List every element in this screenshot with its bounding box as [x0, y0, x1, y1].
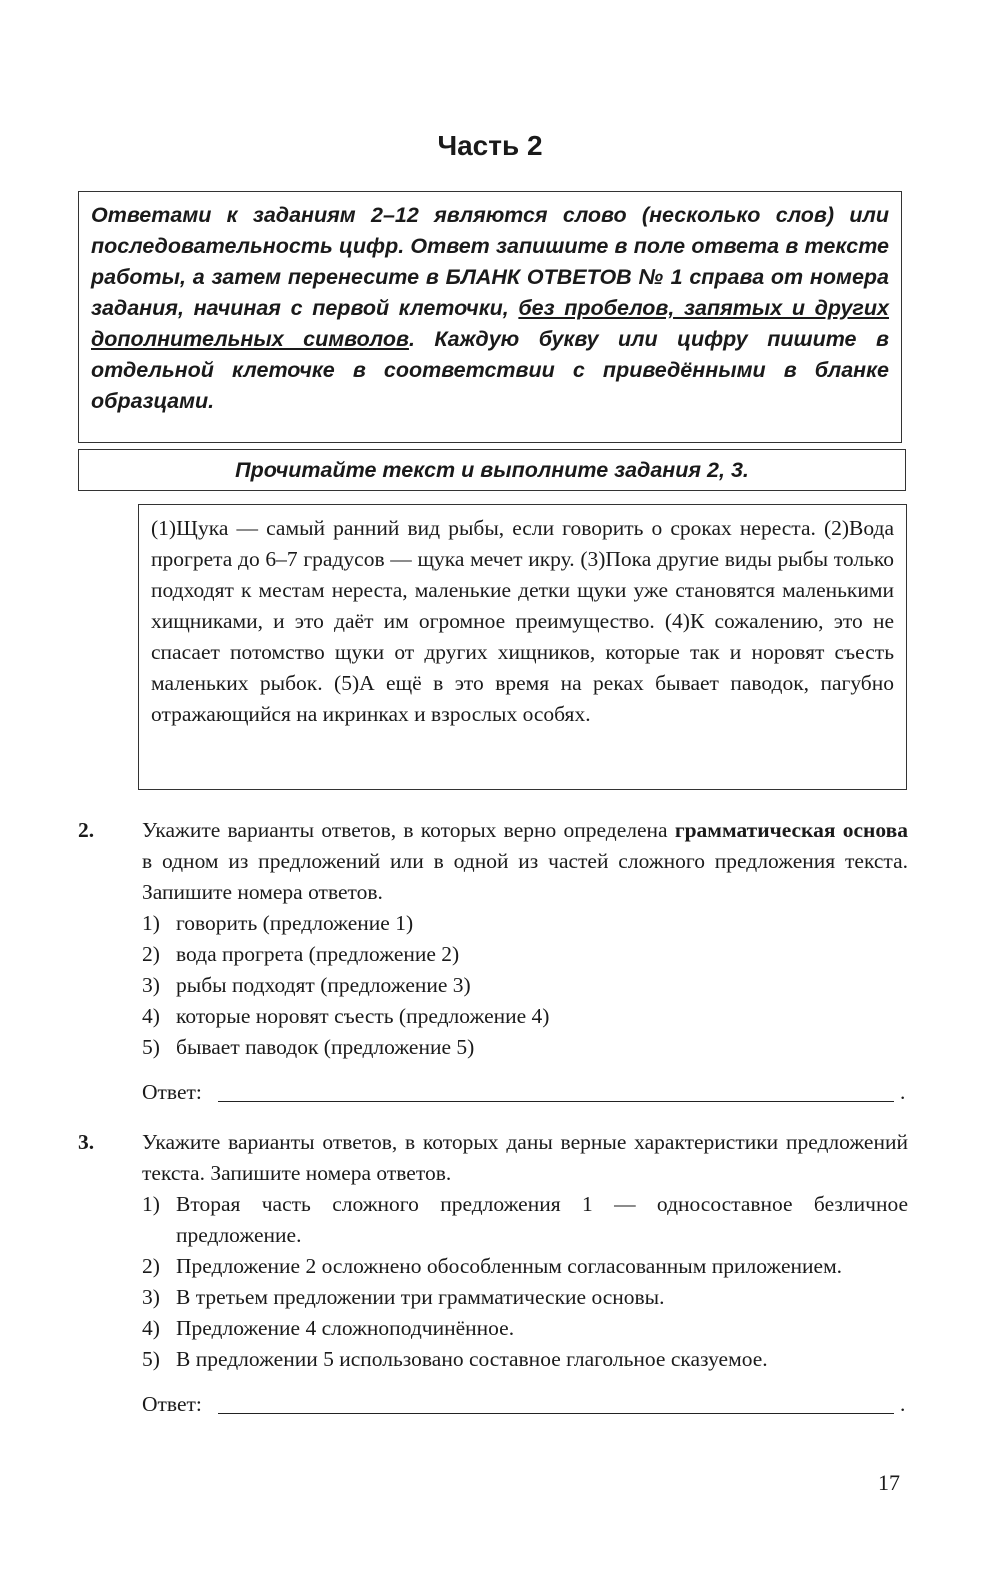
stem-bold: грамматическая основа: [674, 818, 909, 842]
option-number: 1): [142, 1192, 160, 1216]
instructions-underlined: без пробелов, запятых и других дополнительных символов: [91, 296, 889, 351]
option-number: 3): [142, 973, 160, 997]
option-item: [142, 908, 908, 939]
option-text: Предложение 2 осложнено обособленным согласованным приложением.: [176, 1254, 843, 1278]
option-text: Предложение 4 сложноподчинённое.: [176, 1316, 515, 1340]
option-text: которые норовят съесть (предложение 4): [176, 1004, 550, 1028]
option-item: [142, 970, 908, 1001]
option-item: [142, 1282, 908, 1313]
instructions-box: [78, 191, 902, 443]
read-prompt: Прочитайте текст и выполните задания 2, 3.: [78, 449, 906, 491]
answer-field: [142, 1077, 908, 1108]
option-text: В третьем предложении три грамматические основы.: [176, 1285, 665, 1309]
page-number: 17: [878, 1470, 900, 1495]
option-number: 2): [142, 942, 160, 966]
option-text: бывает паводок (предложение 5): [176, 1035, 475, 1059]
option-text: рыбы подходят (предложение 3): [176, 973, 471, 997]
answer-line[interactable]: [218, 1101, 894, 1102]
option-number: 4): [142, 1004, 160, 1028]
option-text: говорить (предложение 1): [176, 911, 414, 935]
option-number: 3): [142, 1285, 160, 1309]
option-number: 5): [142, 1035, 160, 1059]
option-item: [142, 939, 908, 970]
option-number: 4): [142, 1316, 160, 1340]
task-number: 3.: [78, 1130, 95, 1154]
passage-text: (1)Щука — самый ранний вид рыбы, если говорить о сроках нереста. (2)Вода прогрета до 6–7 градусов — щука мечет икру. (3)Пока другие виды рыбы только подходят к местам нереста, маленькие детки щуки уже становятся маленькими хищниками, и это даёт им огромное преимущество. (4)К сожалению, это не спасает потомство щуки от других хищников, которые так и норовят съесть маленьких рыбок. (5)А ещё в это время на реках бывает паводок, пагубно отражающийся на икринках и взрослых особях.: [151, 516, 894, 726]
option-number: 2): [142, 1254, 160, 1278]
option-text: вода прогрета (предложение 2): [176, 942, 460, 966]
answer-label: Ответ:: [142, 1392, 202, 1416]
answer-dot: .: [900, 1080, 906, 1104]
task-stem: [142, 815, 908, 908]
option-item: [142, 1313, 908, 1344]
task-number: 2.: [78, 818, 95, 842]
answer-line[interactable]: [218, 1413, 894, 1414]
option-text: Вторая часть сложного предложения 1 — односоставное безличное предложение.: [176, 1192, 908, 1247]
task-stem: [142, 1127, 908, 1189]
passage-box: [138, 504, 907, 790]
part-title: Часть 2: [437, 130, 543, 161]
answer-label: Ответ:: [142, 1080, 202, 1104]
options-list: [142, 1189, 908, 1375]
option-item: [142, 1032, 908, 1063]
option-number: 1): [142, 911, 160, 935]
options-list: [142, 908, 908, 1063]
option-item: [142, 1189, 908, 1251]
answer-field: [142, 1389, 908, 1420]
stem-text: Укажите варианты ответов, в которых даны верные характеристики предложений текста. Запишите номера ответов.: [142, 1130, 908, 1185]
stem-text-end: в одном из предложений или в одной из частей сложного предложения текста. Запишите номера ответов.: [142, 849, 908, 904]
instructions-text: Ответами к заданиям 2–12 являются слово (несколько слов) или последовательность цифр. Ответ запишите в поле ответа в тексте работы, а затем перенесите в БЛАНК ОТВЕТОВ № 1 справа от номера задания, начиная с первой клеточки,: [91, 203, 889, 320]
option-number: 5): [142, 1347, 160, 1371]
option-text: В предложении 5 использовано составное глагольное сказуемое.: [176, 1347, 768, 1371]
task-3: [78, 1127, 908, 1420]
option-item: [142, 1251, 908, 1282]
answer-dot: .: [900, 1392, 906, 1416]
option-item: [142, 1001, 908, 1032]
stem-text: Укажите варианты ответов, в которых верно определена: [142, 818, 675, 842]
task-2: [78, 815, 908, 1108]
option-item: [142, 1344, 908, 1375]
instructions-text-end: . Каждую букву или цифру пишите в отдельной клеточке в соответствии с приведёнными в бланке образцами.: [91, 327, 889, 413]
